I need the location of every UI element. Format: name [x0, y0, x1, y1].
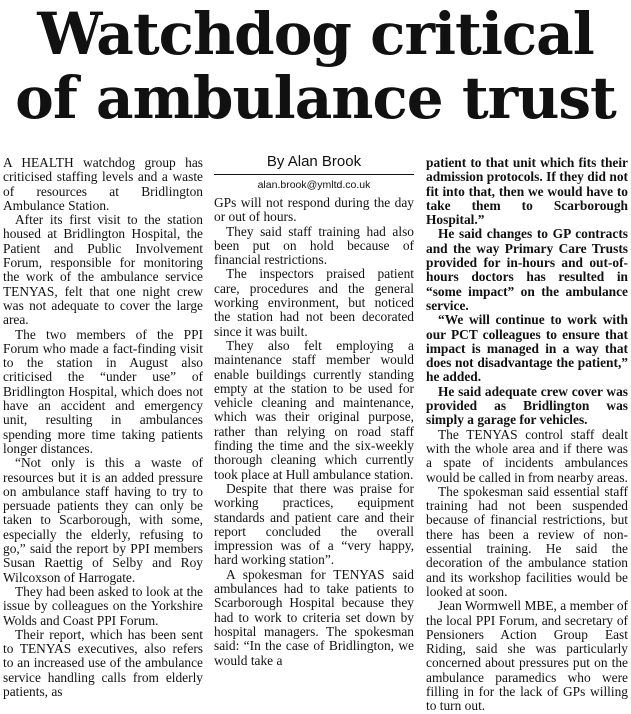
- article-column-3: [426, 156, 628, 714]
- paragraph: He said adequate crew cover was provided as Bridlington was simply a garage for vehicles.: [426, 383, 628, 428]
- paragraph: After its first visit to the station housed at Bridlington Hospital, the Patient and Public Involvement Forum, responsible for monitoring the work of the ambulance service TENYAS, felt that one night crew was not adequate to cover the large area.: [3, 212, 203, 328]
- article-column-2: [214, 196, 414, 668]
- paragraph: They said staff training had also been put on hold because of financial restrictions.: [214, 223, 414, 268]
- headline: [0, 2, 631, 130]
- paragraph: “Not only is this a waste of resources but it is an added pressure on ambulance staff having to try to persuade patients they can only be taken to Scarborough, with some, especially the elderly, refusing to go,” said the report by PPI members Susan Raettig of Selby and Roy Wilcoxson of Harrogate.: [3, 455, 203, 585]
- paragraph: A spokesman for TENYAS said ambulances had to take patients to Scarborough Hospital because they had to work to criteria set down by hospital managers. The spokesman said: “In the case of Bridlington, we would take a: [214, 566, 414, 668]
- paragraph: The TENYAS control staff dealt with the whole area and if there was a spate of incidents ambulances would be called in from nearby areas.: [426, 426, 628, 485]
- paragraph: A HEALTH watchdog group has criticised staffing levels and a waste of resources at Bridlington Ambulance Station.: [3, 155, 203, 213]
- paragraph: They had been asked to look at the issue by colleagues on the Yorkshire Wolds and Coast PPI Forum.: [3, 583, 203, 628]
- author-email: alan.brook@ymltd.co.uk: [257, 179, 371, 191]
- paragraph: He said changes to GP contracts and the way Primary Care Trusts provided for in-hours and out-of-hours doctors has resulted in “some impact” on the ambulance service.: [426, 226, 628, 313]
- paragraph: Despite that there was praise for working practices, equipment standards and patient care and their report concluded the overall impression was of a “very happy, hard working station”.: [214, 480, 414, 568]
- byline: By Alan Brook: [214, 153, 414, 175]
- paragraph: GPs will not respond during the day or out of hours.: [214, 195, 414, 225]
- paragraph: “We will continue to work with our PCT colleagues to ensure that impact is managed in a way that does not disadvantage the patient,” he added.: [426, 312, 628, 385]
- headline-line-1: Watchdog critical: [37, 0, 594, 68]
- paragraph: Jean Wormwell MBE, a member of the local PPI Forum, and secretary of Pensioners Action Group East Riding, said she was particularly concerned about pressures put on the ambulance paramedics who were filling in for the lack of GPs willing to turn out.: [426, 598, 628, 714]
- byline-block: [214, 153, 414, 192]
- paragraph: They also felt employing a maintenance staff member would enable buildings currently standing empty at the station to be used for vehicle cleaning and maintenance, which was their original purpose, rather than relying on road staff finding the time and the six-weekly thorough cleaning which currently took place at Hull ambulance station.: [214, 337, 414, 482]
- headline-line-2: of ambulance trust: [15, 64, 616, 132]
- paragraph: The two members of the PPI Forum who made a fact-finding visit to the station in August also criticised the “under use” of Bridlington Hospital, which does not have an accident and emergency unit, resulting in ambulances spending more time taking patients longer distances.: [3, 326, 203, 456]
- paragraph: Their report, which has been sent to TENYAS executives, also refers to an increased use of the ambulance service handling calls from elderly patients, as: [3, 626, 203, 699]
- paragraph: patient to that unit which fits their admission protocols. If they did not fit into that, then we would have to take them to Scarborough Hospital.”: [426, 155, 628, 228]
- paragraph: The inspectors praised patient care, procedures and the general working environment, but noticed the station had not been decorated since it was built.: [214, 266, 414, 339]
- article-column-1: [3, 156, 203, 699]
- paragraph: The spokesman said essential staff training had not been suspended because of financial restrictions, but there has been a review of non-essential training. He said the decoration of the ambulance station and its workshop facilities would be looked at soon.: [426, 483, 628, 599]
